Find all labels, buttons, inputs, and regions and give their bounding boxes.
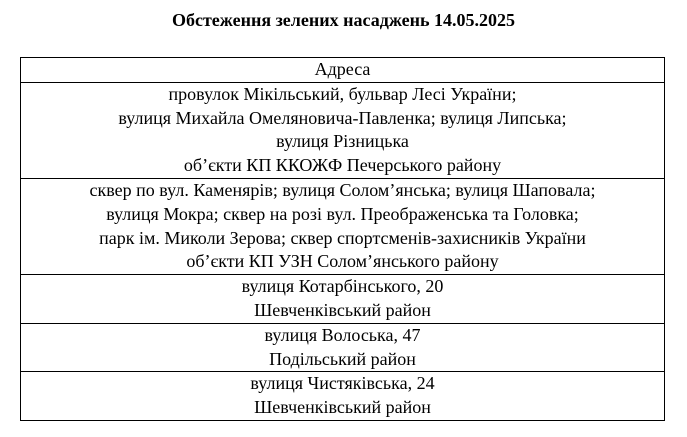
address-line: Подільський район (269, 348, 416, 369)
address-line: вулиця Різницька (276, 131, 409, 152)
address-cell (21, 82, 665, 178)
address-line: вулиця Мокра; сквер на розі вул. Преображенська та Головка; (106, 203, 579, 224)
address-line: вулиця Котарбінського, 20 (241, 276, 444, 297)
address-line: вулиця Михайла Омеляновича-Павленка; вулиця Липська; (118, 107, 567, 128)
table-row (21, 82, 665, 178)
address-line: вулиця Чистяківська, 24 (250, 373, 435, 394)
table-row (21, 372, 665, 421)
table-header-row (21, 58, 665, 83)
address-cell (21, 275, 665, 324)
address-line: сквер по вул. Каменярів; вулиця Солом’янська; вулиця Шаповала; (89, 179, 596, 200)
table-row (21, 323, 665, 372)
address-line: Шевченківський район (254, 397, 431, 418)
address-line: об’єкти КП УЗН Солом’янського району (186, 251, 499, 272)
address-line: об’єкти КП ККОЖФ Печерського району (183, 155, 502, 176)
address-cell (21, 178, 665, 274)
address-line: провулок Мікільський, бульвар Лесі України; (168, 83, 517, 104)
table-row (21, 178, 665, 274)
address-table (20, 57, 665, 421)
table-row (21, 275, 665, 324)
address-line: вулиця Волоська, 47 (264, 324, 421, 345)
address-cell (21, 323, 665, 372)
column-header-address: Адреса (21, 58, 665, 83)
address-line: Шевченківський район (254, 299, 431, 320)
page-title: Обстеження зелених насаджень 14.05.2025 (171, 10, 516, 30)
address-line: парк ім. Миколи Зерова; сквер спортсменів-захисників України (99, 227, 586, 248)
address-cell (21, 372, 665, 421)
